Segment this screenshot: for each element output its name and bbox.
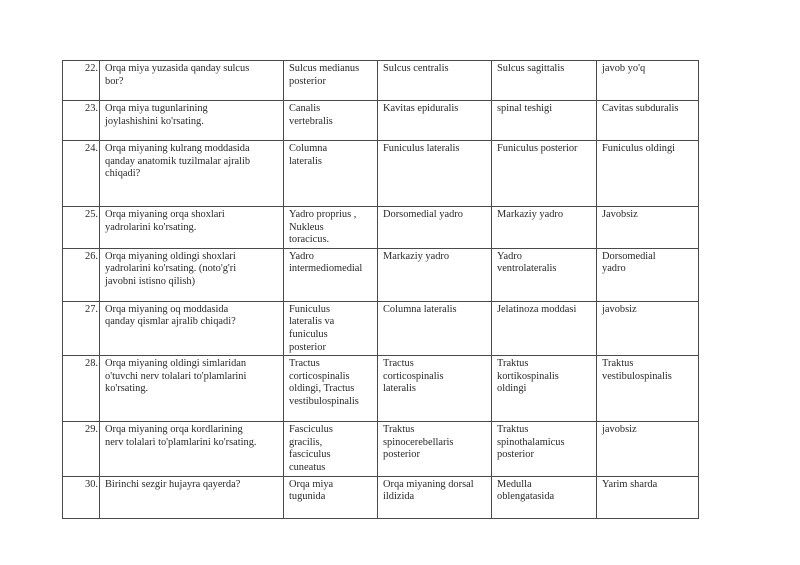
answer-option-c: spinal teshigi — [492, 101, 597, 141]
question-text: Orqa miya tugunlarining joylashishini ko'rsating. — [100, 101, 284, 141]
table-row — [63, 476, 699, 518]
table-row — [63, 141, 699, 207]
question-table — [62, 60, 699, 519]
answer-option-d: Dorsomedial yadro — [597, 248, 699, 301]
answer-option-d: Javobsiz — [597, 207, 699, 249]
question-text: Orqa miyaning orqa shoxlari yadrolarini ko'rsating. — [100, 207, 284, 249]
answer-option-b: Tractus corticospinalis lateralis — [378, 356, 492, 422]
question-number: 23. — [63, 101, 100, 141]
answer-option-c: Traktus spinothalamicus posterior — [492, 422, 597, 476]
question-number: 22. — [63, 61, 100, 101]
answer-option-a: Tractus corticospinalis oldingi, Tractus vestibulospinalis — [284, 356, 378, 422]
answer-option-c: Medulla oblengatasida — [492, 476, 597, 518]
question-text: Orqa miyaning orqa kordlarining nerv tolalari to'plamlarini ko'rsating. — [100, 422, 284, 476]
answer-option-a: Canalis vertebralis — [284, 101, 378, 141]
question-text: Orqa miyaning oldingi simlaridan o'tuvchi nerv tolalari to'plamlarini ko'rsating. — [100, 356, 284, 422]
question-text: Orqa miyaning oldingi shoxlari yadrolarini ko'rsating. (noto'g'ri javobni istisno qilish) — [100, 248, 284, 301]
table-row — [63, 207, 699, 249]
table-row — [63, 356, 699, 422]
table-row — [63, 301, 699, 355]
answer-option-b: Markaziy yadro — [378, 248, 492, 301]
answer-option-a: Fasciculus gracilis, fasciculus cuneatus — [284, 422, 378, 476]
answer-option-b: Columna lateralis — [378, 301, 492, 355]
table-row — [63, 422, 699, 476]
table-row — [63, 248, 699, 301]
table-row — [63, 101, 699, 141]
question-number: 30. — [63, 476, 100, 518]
answer-option-d: Traktus vestibulospinalis — [597, 356, 699, 422]
question-table-body — [63, 61, 699, 519]
answer-option-b: Traktus spinocerebellaris posterior — [378, 422, 492, 476]
answer-option-d: javobsiz — [597, 422, 699, 476]
answer-option-a: Columna lateralis — [284, 141, 378, 207]
answer-option-b: Orqa miyaning dorsal ildizida — [378, 476, 492, 518]
answer-option-a: Funiculus lateralis va funiculus posterior — [284, 301, 378, 355]
answer-option-c: Funiculus posterior — [492, 141, 597, 207]
answer-option-b: Dorsomedial yadro — [378, 207, 492, 249]
answer-option-b: Kavitas epiduralis — [378, 101, 492, 141]
answer-option-d: javobsiz — [597, 301, 699, 355]
answer-option-a: Yadro intermediomedial — [284, 248, 378, 301]
question-text: Birinchi sezgir hujayra qayerda? — [100, 476, 284, 518]
answer-option-b: Funiculus lateralis — [378, 141, 492, 207]
table-row — [63, 61, 699, 101]
answer-option-a: Sulcus medianus posterior — [284, 61, 378, 101]
question-number: 28. — [63, 356, 100, 422]
question-number: 29. — [63, 422, 100, 476]
answer-option-c: Yadro ventrolateralis — [492, 248, 597, 301]
answer-option-d: javob yo'q — [597, 61, 699, 101]
question-number: 26. — [63, 248, 100, 301]
answer-option-c: Sulcus sagittalis — [492, 61, 597, 101]
answer-option-a: Orqa miya tugunida — [284, 476, 378, 518]
answer-option-b: Sulcus centralis — [378, 61, 492, 101]
question-number: 24. — [63, 141, 100, 207]
answer-option-d: Yarim sharda — [597, 476, 699, 518]
question-text: Orqa miya yuzasida qanday sulcus bor? — [100, 61, 284, 101]
answer-option-d: Funiculus oldingi — [597, 141, 699, 207]
answer-option-c: Traktus kortikospinalis oldingi — [492, 356, 597, 422]
answer-option-c: Markaziy yadro — [492, 207, 597, 249]
question-number: 27. — [63, 301, 100, 355]
question-number: 25. — [63, 207, 100, 249]
question-text: Orqa miyaning oq moddasida qanday qismlar ajralib chiqadi? — [100, 301, 284, 355]
question-text: Orqa miyaning kulrang moddasida qanday anatomik tuzilmalar ajralib chiqadi? — [100, 141, 284, 207]
answer-option-d: Cavitas subduralis — [597, 101, 699, 141]
answer-option-c: Jelatinoza moddasi — [492, 301, 597, 355]
answer-option-a: Yadro proprius , Nukleus toracicus. — [284, 207, 378, 249]
